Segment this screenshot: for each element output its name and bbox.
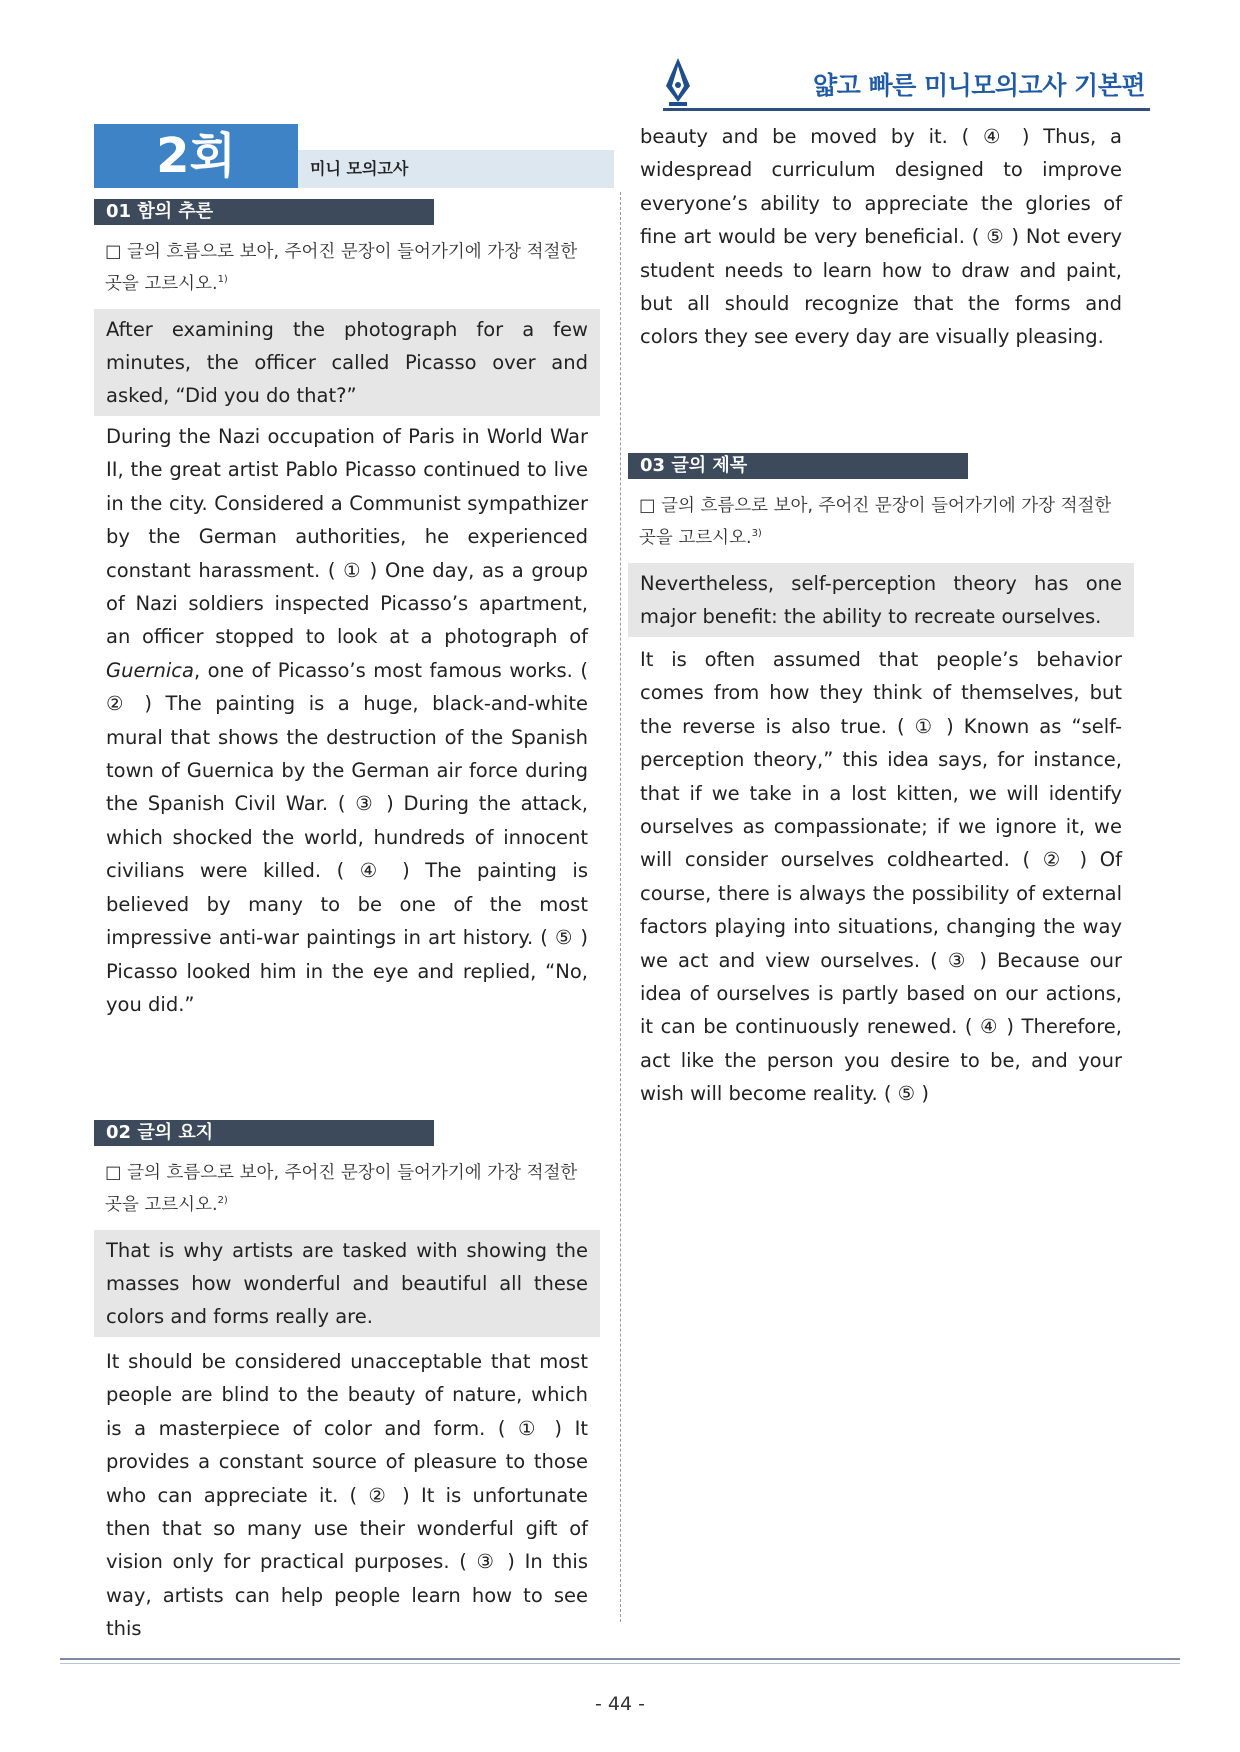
q03-passage: It is often assumed that people’s behavior comes from how they think of themselves, but the reverse is also true. ( ① ) Known as “self-perception theory,” this idea says, for instance, that if we take in a lost kitten, we will identify ourselves as compassionate; if we ignore it, we will consider ourselves coldhearted. ( ② ) Of course, there is always the possibility of external factors playing into situations, changing the way we act and view ourselves. ( ③ ) Because our idea of ourselves is partly based on our actions, it can be continuously renewed. ( ④ ) Therefore, act like the person you desire to be, and your wish will become reality. ( ⑤ ) xyxy=(640,648,1122,1106)
pen-nib-icon xyxy=(663,56,693,108)
page-number: - 44 - xyxy=(595,1693,645,1715)
header-rule xyxy=(663,108,1150,111)
q02-instruction: □ 글의 흐름으로 보아, 주어진 문장이 들어가기에 가장 적절한 곳을 고르시오.$^{2)}$ xyxy=(105,1163,578,1215)
round-number: 2회 xyxy=(94,124,298,188)
q02-passage-left: It should be considered unacceptable that most people are blind to the beauty of nature, which is a masterpiece of color and form. ( ① ) It provides a constant source of pleasure to those who can appreciate it. ( ② ) It is unfortunate then that so many use their wonderful gift of vision only for practical purposes. ( ③ ) In this way, artists can help people learn how to see this xyxy=(106,1350,588,1641)
q03-label: 03 글의 제목 xyxy=(628,453,968,479)
q02-label: 02 글의 요지 xyxy=(94,1120,434,1146)
footer-rule-thin xyxy=(60,1663,1180,1664)
q01-instruction: □ 글의 흐름으로 보아, 주어진 문장이 들어가기에 가장 적절한 곳을 고르시오.$^{1)}$ xyxy=(105,242,578,294)
series-title: 얇고 빠른 미니모의고사 기본편 xyxy=(812,71,1145,100)
q03-given-sentence: Nevertheless, self-perception theory has one major benefit: the ability to recreate ourselves. xyxy=(628,563,1134,637)
q02-passage-right: beauty and be moved by it. ( ④ ) Thus, a widespread curriculum designed to improve everyone’s ability to appreciate the glories of fine art would be very beneficial. ( ⑤ ) Not every student needs to learn how to draw and paint, but all should recognize that the forms and colors they see every day are visually pleasing. xyxy=(640,125,1122,349)
round-subtitle: 미니 모의고사 xyxy=(298,150,614,188)
q02-given-sentence: That is why artists are tasked with showing the masses how wonderful and beautiful all these colors and forms really are. xyxy=(94,1230,600,1337)
column-divider xyxy=(620,192,621,1622)
q01-given-sentence: After examining the photograph for a few minutes, the officer called Picasso over and asked, “Did you do that?” xyxy=(94,309,600,416)
footer-rule xyxy=(60,1658,1180,1660)
q01-label: 01 함의 추론 xyxy=(94,199,434,225)
q03-instruction: □ 글의 흐름으로 보아, 주어진 문장이 들어가기에 가장 적절한 곳을 고르시오.$^{3)}$ xyxy=(639,496,1112,548)
q01-passage: During the Nazi occupation of Paris in World War II, the great artist Pablo Picasso continued to live in the city. Considered a Communist sympathizer by the German authorities, he experienced constant harassment. ( ① ) One day, as a group of Nazi soldiers inspected Picasso’s apartment, an officer stopped to look at a photograph of Guernica, one of Picasso’s most famous works. ( ② ) The painting is a huge, black-and-white mural that shows the destruction of the Spanish town of Guernica by the German air force during the Spanish Civil War. ( ③ ) During the attack, which shocked the world, hundreds of innocent civilians were killed. ( ④ ) The painting is believed by many to be one of the most impressive anti-war paintings in art history. ( ⑤ ) Picasso looked him in the eye and replied, “No, you did.” xyxy=(106,425,588,1016)
